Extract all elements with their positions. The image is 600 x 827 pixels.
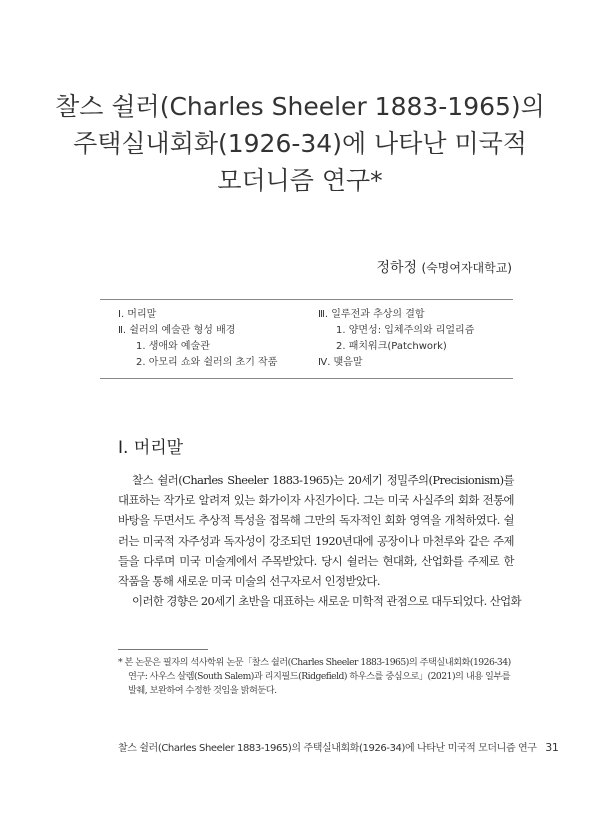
table-of-contents bbox=[100, 299, 513, 379]
running-title: 찰스 쉴러(Charles Sheeler 1883-1965)의 주택실내회화(1926-34)에 나타난 미국적 모더니즘 연구 bbox=[118, 743, 537, 754]
author-block bbox=[376, 257, 512, 277]
paragraph-line: 러는 미국적 자주성과 독자성이 강조되던 1920년대에 공장이나 마천루와 같은 주제 bbox=[118, 533, 514, 548]
page-number: 31 bbox=[545, 741, 559, 754]
footnote-divider bbox=[118, 649, 208, 650]
footnote-line: 연구: 사우스 살렘(South Salem)과 리지필드(Ridgefield) 하우스를 중심으로」(2021)의 내용 일부를 bbox=[128, 671, 511, 682]
title-line-2: 주택실내회화(1926-34)에 나타난 미국적 bbox=[73, 129, 527, 158]
paper-title bbox=[40, 88, 560, 199]
paragraph-line: 들을 다루며 미국 미술계에서 주목받았다. 당시 쉴러는 현대화, 산업화를 주제로 한 bbox=[118, 553, 514, 568]
paragraph-line: 바탕을 두면서도 추상적 특성을 접목해 그만의 독자적인 회화 영역을 개척하였다. 쉴 bbox=[118, 513, 514, 528]
toc-column-right bbox=[318, 307, 474, 371]
toc-item: Ⅳ. 맺음말 bbox=[318, 357, 363, 368]
toc-subitem: 1. 양면성: 입체주의와 리얼리즘 bbox=[336, 325, 475, 336]
paragraph-line: 작품을 통해 새로운 미국 미술의 선구자로서 인정받았다. bbox=[118, 574, 380, 589]
footnote bbox=[118, 656, 518, 698]
title-line-3: 모더니즘 연구* bbox=[217, 166, 383, 195]
toc-subitem: 1. 생애와 예술관 bbox=[136, 341, 210, 352]
title-line-1: 찰스 쉴러(Charles Sheeler 1883-1965)의 bbox=[55, 92, 545, 121]
paragraph-line: 대표하는 작가로 알려져 있는 화가이자 사진가이다. 그는 미국 사실주의 회화 전통에 bbox=[118, 493, 514, 508]
toc-item: Ⅲ. 일루전과 추상의 결합 bbox=[318, 309, 425, 320]
author-affiliation: (숙명여자대학교) bbox=[421, 261, 512, 275]
toc-column-left bbox=[118, 307, 277, 371]
footnote-line: 발췌, 보완하여 수정한 것임을 밝혀둔다. bbox=[128, 685, 277, 696]
toc-item: Ⅰ. 머리말 bbox=[118, 309, 157, 320]
running-footer bbox=[118, 739, 559, 754]
toc-item: Ⅱ. 쉴러의 예술관 형성 배경 bbox=[118, 325, 236, 336]
paragraph-line: 찰스 쉴러(Charles Sheeler 1883-1965)는 20세기 정밀주의(Precisionism)를 bbox=[132, 473, 514, 487]
footnote-line: * 본 논문은 필자의 석사학위 논문「찰스 쉴러(Charles Sheeler 1883-1965)의 주택실내회화(1926-34) bbox=[118, 657, 511, 668]
author-name: 정하정 bbox=[376, 260, 418, 276]
body-text bbox=[118, 470, 522, 611]
toc-subitem: 2. 아모리 쇼와 쉴러의 초기 작품 bbox=[136, 357, 278, 368]
paragraph-line: 이러한 경향은 20세기 초반을 대표하는 새로운 미학적 관점으로 대두되었다. 산업화 bbox=[132, 594, 522, 609]
section-heading: Ⅰ. 머리말 bbox=[118, 438, 184, 458]
toc-subitem: 2. 패치워크(Patchwork) bbox=[336, 341, 447, 352]
